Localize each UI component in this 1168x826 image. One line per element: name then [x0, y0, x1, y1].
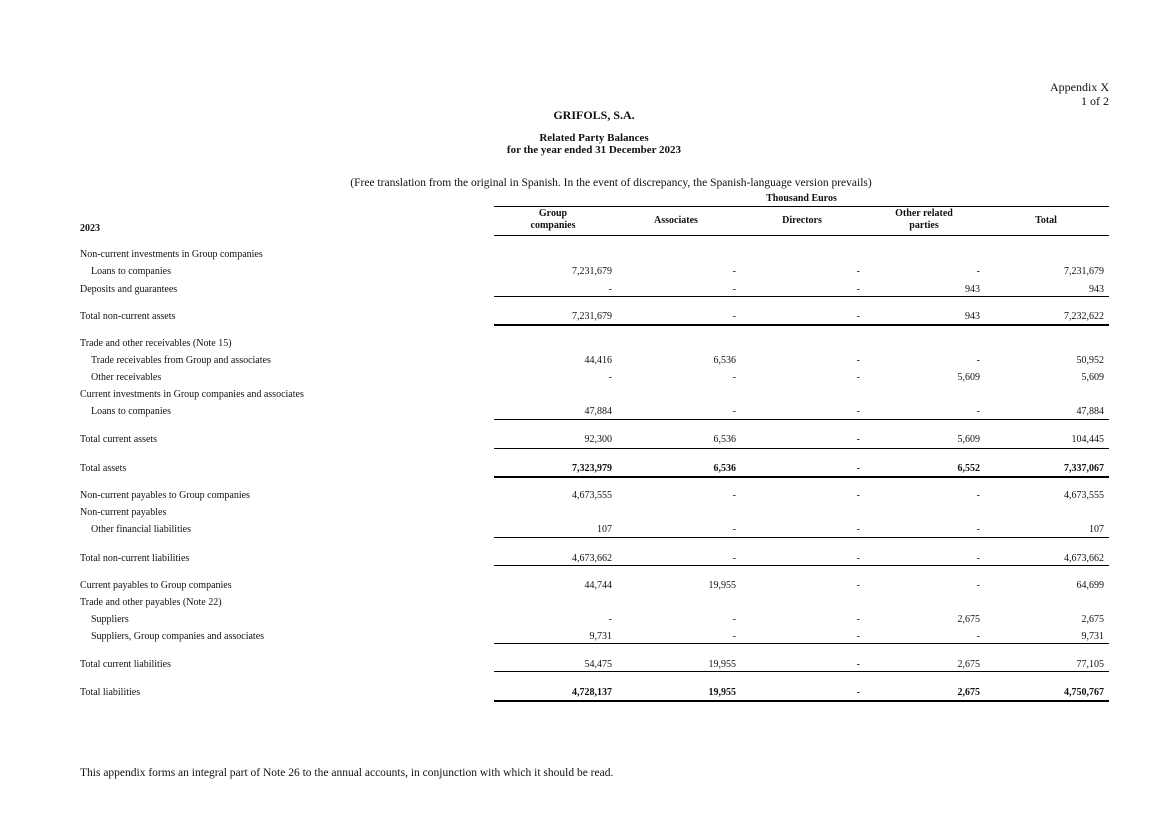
- cell-value: 9,731: [1081, 631, 1104, 642]
- table-row: [0, 580, 1168, 594]
- subtotal-rule: [494, 419, 1109, 420]
- cell-value: 7,337,067: [1064, 463, 1104, 474]
- cell-value: 50,952: [1076, 355, 1104, 366]
- title-line-1: Related Party Balances: [539, 132, 649, 144]
- table-row: [0, 434, 1168, 448]
- cell-value: -: [732, 490, 736, 501]
- cell-value: -: [732, 284, 736, 295]
- cell-value: -: [856, 406, 860, 417]
- cell-value: -: [856, 687, 860, 698]
- cell-value: -: [976, 490, 980, 501]
- cell-value: 2,675: [957, 659, 980, 670]
- table-row: [0, 249, 1168, 263]
- row-label: Trade receivables from Group and associates: [91, 355, 271, 366]
- table-row: [0, 311, 1168, 325]
- title-line-2: for the year ended 31 December 2023: [506, 144, 682, 156]
- cell-value: 5,609: [1081, 372, 1104, 383]
- cell-value: 19,955: [708, 580, 736, 591]
- table-row: [0, 597, 1168, 611]
- cell-value: 5,609: [957, 434, 980, 445]
- cell-value: 7,323,979: [572, 463, 612, 474]
- table-row: [0, 389, 1168, 403]
- cell-value: -: [732, 372, 736, 383]
- row-label: Total non-current assets: [80, 311, 176, 322]
- row-label: Total non-current liabilities: [80, 553, 190, 564]
- cell-value: 4,673,555: [572, 490, 612, 501]
- subtotal-rule: [494, 643, 1109, 644]
- cell-value: 4,673,662: [572, 553, 612, 564]
- cell-value: 19,955: [708, 659, 736, 670]
- column-header-group-companies: [494, 208, 612, 232]
- cell-value: -: [732, 553, 736, 564]
- cell-value: -: [856, 434, 860, 445]
- cell-value: 7,232,622: [1064, 311, 1104, 322]
- table-row: [0, 490, 1168, 504]
- cell-value: -: [856, 372, 860, 383]
- table-row: [0, 372, 1168, 386]
- cell-value: -: [856, 631, 860, 642]
- cell-value: -: [732, 524, 736, 535]
- column-header-associates: Associates: [654, 215, 698, 226]
- subtotal-rule: [494, 537, 1109, 538]
- row-label: Suppliers: [91, 614, 129, 625]
- grand-total-rule: [494, 476, 1109, 478]
- subtotal-rule: [494, 296, 1109, 297]
- page-number: 1 of 2: [1081, 94, 1109, 108]
- cell-value: -: [856, 266, 860, 277]
- cell-value: 4,673,662: [1064, 553, 1104, 564]
- cell-value: 54,475: [584, 659, 612, 670]
- column-header-other-related-parties: [864, 208, 984, 232]
- column-header-line: companies: [530, 220, 576, 231]
- appendix-label: Appendix X: [1050, 80, 1109, 94]
- cell-value: 7,231,679: [572, 311, 612, 322]
- total-rule: [494, 448, 1109, 449]
- cell-value: -: [856, 284, 860, 295]
- cell-value: 943: [965, 311, 980, 322]
- column-header-line: Group: [538, 208, 568, 219]
- cell-value: 19,955: [708, 687, 736, 698]
- cell-value: 5,609: [957, 372, 980, 383]
- row-label: Deposits and guarantees: [80, 284, 178, 295]
- cell-value: -: [976, 553, 980, 564]
- cell-value: 6,536: [713, 434, 736, 445]
- cell-value: -: [976, 524, 980, 535]
- cell-value: -: [976, 355, 980, 366]
- cell-value: -: [608, 372, 612, 383]
- row-label: Total current assets: [80, 434, 158, 445]
- cell-value: -: [856, 659, 860, 670]
- cell-value: 47,884: [584, 406, 612, 417]
- row-label: Loans to companies: [91, 266, 171, 277]
- row-label: Non-current payables: [80, 507, 167, 518]
- cell-value: -: [732, 631, 736, 642]
- translation-note: (Free translation from the original in Spanish. In the event of discrepancy, the Spanish-language version prevails): [350, 177, 872, 189]
- cell-value: 104,445: [1071, 434, 1104, 445]
- table-row: [0, 507, 1168, 521]
- column-header-total: Total: [1035, 215, 1057, 226]
- row-label: Non-current payables to Group companies: [80, 490, 250, 501]
- cell-value: 64,699: [1076, 580, 1104, 591]
- cell-value: 943: [1089, 284, 1104, 295]
- cell-value: -: [732, 266, 736, 277]
- cell-value: 44,416: [584, 355, 612, 366]
- header-rule: [494, 235, 1109, 236]
- cell-value: 47,884: [1076, 406, 1104, 417]
- row-label: Trade and other receivables (Note 15): [80, 338, 232, 349]
- footer-note: This appendix forms an integral part of Note 26 to the annual accounts, in conjunction with which it should be read.: [80, 767, 614, 779]
- row-label: Total assets: [80, 463, 127, 474]
- total-rule: [494, 565, 1109, 566]
- cell-value: 943: [965, 284, 980, 295]
- table-row: [0, 463, 1168, 477]
- cell-value: -: [976, 406, 980, 417]
- row-label: Trade and other payables (Note 22): [80, 597, 222, 608]
- cell-value: -: [608, 284, 612, 295]
- cell-value: 2,675: [957, 687, 980, 698]
- cell-value: 6,552: [957, 463, 980, 474]
- year-label: 2023: [80, 223, 100, 234]
- total-rule: [494, 324, 1109, 326]
- cell-value: -: [732, 406, 736, 417]
- total-rule: [494, 671, 1109, 672]
- cell-value: -: [856, 490, 860, 501]
- table-row: [0, 266, 1168, 280]
- grand-total-rule: [494, 700, 1109, 702]
- document-title: [0, 132, 1168, 156]
- row-label: Non-current investments in Group companies: [80, 249, 263, 260]
- cell-value: 4,728,137: [572, 687, 612, 698]
- cell-value: -: [976, 631, 980, 642]
- cell-value: -: [976, 266, 980, 277]
- table-row: [0, 406, 1168, 420]
- row-label: Other financial liabilities: [91, 524, 191, 535]
- cell-value: -: [856, 580, 860, 591]
- cell-value: 6,536: [713, 463, 736, 474]
- row-label: Total liabilities: [80, 687, 141, 698]
- cell-value: -: [976, 580, 980, 591]
- cell-value: -: [856, 355, 860, 366]
- table-row: [0, 614, 1168, 628]
- table-row: [0, 355, 1168, 369]
- row-label: Suppliers, Group companies and associates: [91, 631, 265, 642]
- row-label: Total current liabilities: [80, 659, 171, 670]
- row-label: Other receivables: [91, 372, 162, 383]
- cell-value: 77,105: [1076, 659, 1104, 670]
- cell-value: -: [608, 614, 612, 625]
- cell-value: -: [856, 614, 860, 625]
- cell-value: 2,675: [957, 614, 980, 625]
- cell-value: -: [856, 463, 860, 474]
- row-label: Current payables to Group companies: [80, 580, 232, 591]
- cell-value: 107: [597, 524, 612, 535]
- column-header-line: Other related: [895, 208, 953, 219]
- cell-value: 9,731: [589, 631, 612, 642]
- row-label: Loans to companies: [91, 406, 171, 417]
- company-name: GRIFOLS, S.A.: [553, 108, 635, 122]
- cell-value: -: [856, 311, 860, 322]
- cell-value: -: [856, 553, 860, 564]
- cell-value: 44,744: [584, 580, 612, 591]
- appendix-reference: [1050, 80, 1109, 108]
- cell-value: 2,675: [1081, 614, 1104, 625]
- column-header-line: parties: [909, 220, 939, 231]
- cell-value: 4,673,555: [1064, 490, 1104, 501]
- table-row: [0, 524, 1168, 538]
- cell-value: -: [732, 311, 736, 322]
- column-header-directors: Directors: [782, 215, 822, 226]
- row-label: Current investments in Group companies and associates: [80, 389, 304, 400]
- cell-value: 92,300: [584, 434, 612, 445]
- units-header: Thousand Euros: [494, 193, 1109, 207]
- cell-value: 4,750,767: [1064, 687, 1104, 698]
- cell-value: 107: [1089, 524, 1104, 535]
- table-row: [0, 338, 1168, 352]
- cell-value: 6,536: [713, 355, 736, 366]
- table-row: [0, 687, 1168, 701]
- cell-value: -: [732, 614, 736, 625]
- cell-value: -: [856, 524, 860, 535]
- cell-value: 7,231,679: [1064, 266, 1104, 277]
- cell-value: 7,231,679: [572, 266, 612, 277]
